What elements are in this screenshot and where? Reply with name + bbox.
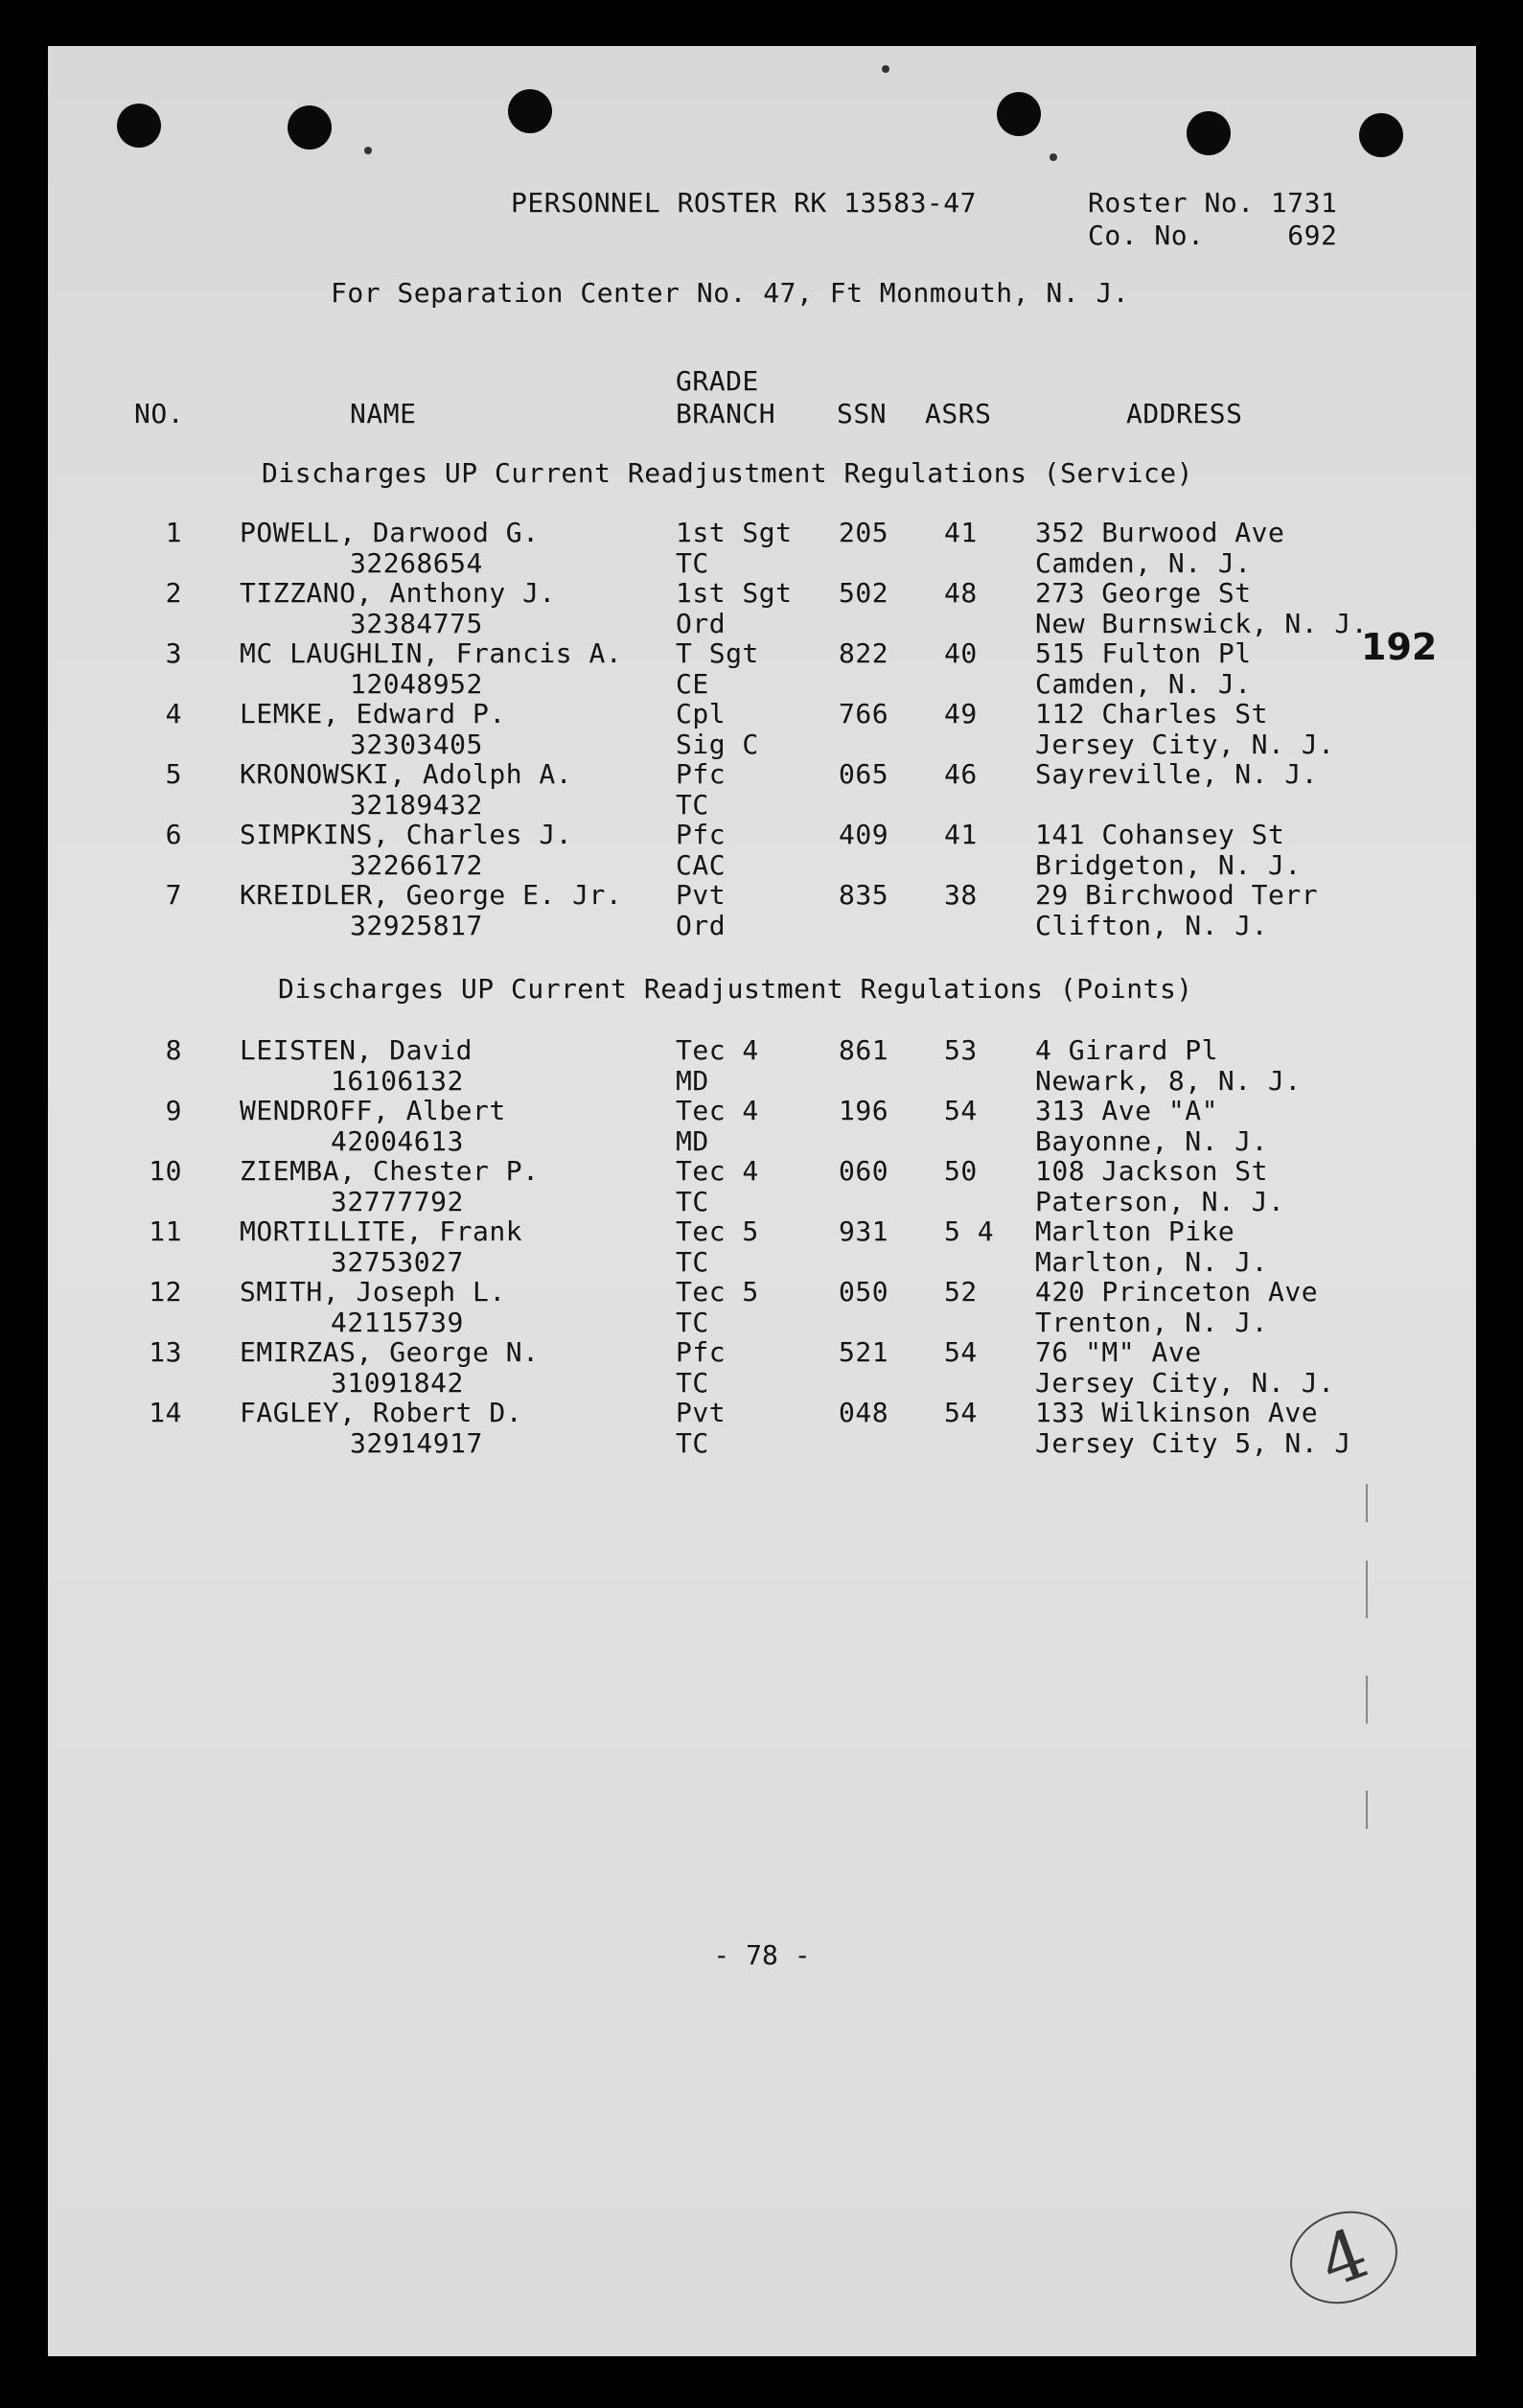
document-page [48, 46, 1476, 2356]
row-branch: MD [676, 1125, 709, 1157]
row-ssn: 931 [839, 1216, 889, 1247]
row-name: MORTILLITE, Frank [240, 1216, 523, 1247]
company-number: Co. No. 692 [1088, 220, 1338, 251]
row-asrs: 40 [944, 637, 978, 669]
row-branch: TC [676, 547, 709, 579]
row-branch: TC [676, 789, 709, 821]
row-ssn: 822 [839, 637, 889, 669]
row-name: FAGLEY, Robert D. [240, 1397, 523, 1428]
row-asrs: 53 [944, 1034, 978, 1066]
row-serial: 32777792 [331, 1186, 464, 1217]
circled-handwritten-number: 4 [1277, 2196, 1410, 2318]
row-address-line2: Clifton, N. J. [1035, 910, 1269, 941]
punch-hole [1187, 111, 1231, 155]
row-asrs: 54 [944, 1095, 978, 1126]
row-number: 11 [149, 1216, 182, 1247]
row-serial: 32914917 [350, 1427, 483, 1459]
row-ssn: 521 [839, 1336, 889, 1368]
col-header-address: ADDRESS [1126, 398, 1243, 429]
row-grade: Pfc [676, 758, 727, 790]
row-asrs: 50 [944, 1155, 978, 1187]
row-ssn: 766 [839, 698, 889, 729]
row-branch: TC [676, 1307, 709, 1338]
row-grade: Cpl [676, 698, 727, 729]
margin-mark [1366, 1484, 1368, 1522]
row-branch: CE [676, 668, 709, 700]
row-name: SIMPKINS, Charles J. [240, 819, 573, 850]
row-address-line2: Newark, 8, N. J. [1035, 1065, 1302, 1097]
row-ssn: 060 [839, 1155, 889, 1187]
row-name: WENDROFF, Albert [240, 1095, 506, 1126]
row-address-line2: Bayonne, N. J. [1035, 1125, 1269, 1157]
row-ssn: 502 [839, 577, 889, 609]
subtitle: For Separation Center No. 47, Ft Monmouth, N. J. [331, 277, 1130, 309]
row-serial: 32268654 [350, 547, 483, 579]
row-asrs: 48 [944, 577, 978, 609]
row-number: 2 [165, 577, 182, 609]
row-number: 5 [165, 758, 182, 790]
row-grade: Tec 4 [676, 1155, 759, 1187]
row-grade: Pvt [676, 1397, 727, 1428]
row-address-line1: 515 Fulton Pl [1035, 637, 1252, 669]
row-grade: Pfc [676, 1336, 727, 1368]
row-grade: Tec 5 [676, 1276, 759, 1308]
row-number: 6 [165, 819, 182, 850]
speck [364, 147, 372, 154]
row-grade: Tec 4 [676, 1095, 759, 1126]
speck [1050, 153, 1057, 161]
row-branch: TC [676, 1367, 709, 1399]
row-address-line1: 108 Jackson St [1035, 1155, 1269, 1187]
row-serial: 32925817 [350, 910, 483, 941]
row-address-line1: 141 Cohansey St [1035, 819, 1285, 850]
row-number: 3 [165, 637, 182, 669]
row-grade: Tec 5 [676, 1216, 759, 1247]
row-address-line1: 133 Wilkinson Ave [1035, 1397, 1319, 1428]
row-grade: 1st Sgt [676, 517, 793, 548]
row-address-line1: 76 "M" Ave [1035, 1336, 1202, 1368]
row-address-line2: Camden, N. J. [1035, 668, 1252, 700]
row-asrs: 46 [944, 758, 978, 790]
row-name: MC LAUGHLIN, Francis A. [240, 637, 623, 669]
row-grade: T Sgt [676, 637, 759, 669]
row-branch: Ord [676, 910, 727, 941]
row-number: 10 [149, 1155, 182, 1187]
row-ssn: 048 [839, 1397, 889, 1428]
margin-mark [1366, 1791, 1368, 1829]
row-branch: Ord [676, 608, 727, 639]
row-serial: 12048952 [350, 668, 483, 700]
row-serial: 42004613 [331, 1125, 464, 1157]
row-name: KRONOWSKI, Adolph A. [240, 758, 573, 790]
page-number: - 78 - [713, 1939, 811, 1971]
col-header-grade: GRADE [676, 365, 759, 397]
col-header-name: NAME [350, 398, 417, 429]
row-address-line2: New Burnswick, N. J. [1035, 608, 1369, 639]
row-number: 8 [165, 1034, 182, 1066]
row-asrs: 38 [944, 879, 978, 911]
row-name: EMIRZAS, George N. [240, 1336, 540, 1368]
row-grade: 1st Sgt [676, 577, 793, 609]
row-ssn: 409 [839, 819, 889, 850]
roster-title: PERSONNEL ROSTER RK 13583-47 [511, 187, 978, 219]
row-asrs: 52 [944, 1276, 978, 1308]
row-address-line2: Jersey City 5, N. J [1035, 1427, 1351, 1459]
row-serial: 31091842 [331, 1367, 464, 1399]
row-number: 9 [165, 1095, 182, 1126]
row-ssn: 835 [839, 879, 889, 911]
row-branch: TC [676, 1186, 709, 1217]
row-grade: Pvt [676, 879, 727, 911]
row-address-line1: 4 Girard Pl [1035, 1034, 1218, 1066]
row-asrs: 49 [944, 698, 978, 729]
row-address-line2: Jersey City, N. J. [1035, 729, 1335, 760]
row-name: LEMKE, Edward P. [240, 698, 506, 729]
punch-hole [997, 92, 1041, 136]
row-address-line2: Paterson, N. J. [1035, 1186, 1285, 1217]
row-branch: MD [676, 1065, 709, 1097]
row-name: SMITH, Joseph L. [240, 1276, 506, 1308]
row-asrs: 5 4 [944, 1216, 995, 1247]
row-serial: 32189432 [350, 789, 483, 821]
row-address-line1: 352 Burwood Ave [1035, 517, 1285, 548]
row-ssn: 205 [839, 517, 889, 548]
col-header-branch: BRANCH [676, 398, 776, 429]
row-address-line1: 112 Charles St [1035, 698, 1269, 729]
section-title-points: Discharges UP Current Readjustment Regulations (Points) [278, 973, 1193, 1005]
row-branch: TC [676, 1427, 709, 1459]
row-serial: 32753027 [331, 1246, 464, 1278]
margin-mark [1366, 1676, 1368, 1724]
row-serial: 42115739 [331, 1307, 464, 1338]
row-address-line2: Trenton, N. J. [1035, 1307, 1269, 1338]
row-name: ZIEMBA, Chester P. [240, 1155, 540, 1187]
row-address-line2: Marlton, N. J. [1035, 1246, 1269, 1278]
col-header-asrs: ASRS [925, 398, 992, 429]
row-branch: TC [676, 1246, 709, 1278]
col-header-ssn: SSN [837, 398, 888, 429]
row-serial: 32303405 [350, 729, 483, 760]
punch-hole [1359, 113, 1403, 157]
row-grade: Pfc [676, 819, 727, 850]
row-ssn: 050 [839, 1276, 889, 1308]
row-number: 4 [165, 698, 182, 729]
row-name: TIZZANO, Anthony J. [240, 577, 556, 609]
row-serial: 16106132 [331, 1065, 464, 1097]
row-address-line2: Camden, N. J. [1035, 547, 1252, 579]
row-grade: Tec 4 [676, 1034, 759, 1066]
row-address-line2: Bridgeton, N. J. [1035, 849, 1302, 881]
row-asrs: 54 [944, 1336, 978, 1368]
row-branch: CAC [676, 849, 727, 881]
row-ssn: 065 [839, 758, 889, 790]
row-asrs: 41 [944, 819, 978, 850]
margin-mark [1366, 1561, 1368, 1618]
row-branch: Sig C [676, 729, 759, 760]
punch-hole [117, 104, 161, 148]
row-number: 1 [165, 517, 182, 548]
row-asrs: 54 [944, 1397, 978, 1428]
row-number: 12 [149, 1276, 182, 1308]
row-ssn: 861 [839, 1034, 889, 1066]
speck [882, 65, 889, 73]
row-address-line1: 273 George St [1035, 577, 1252, 609]
punch-hole [508, 89, 552, 133]
row-address-line1: Sayreville, N. J. [1035, 758, 1319, 790]
row-number: 7 [165, 879, 182, 911]
row-serial: 32384775 [350, 608, 483, 639]
row-address-line1: 29 Birchwood Terr [1035, 879, 1319, 911]
col-header-no: NO. [134, 398, 185, 429]
row-name: POWELL, Darwood G. [240, 517, 540, 548]
row-ssn: 196 [839, 1095, 889, 1126]
row-number: 14 [149, 1397, 182, 1428]
row-name: KREIDLER, George E. Jr. [240, 879, 623, 911]
row-number: 13 [149, 1336, 182, 1368]
row-serial: 32266172 [350, 849, 483, 881]
margin-stamp-number: 192 [1361, 626, 1438, 668]
row-address-line2: Jersey City, N. J. [1035, 1367, 1335, 1399]
row-asrs: 41 [944, 517, 978, 548]
section-title-service: Discharges UP Current Readjustment Regulations (Service) [262, 457, 1194, 489]
punch-hole [288, 105, 332, 150]
row-address-line1: Marlton Pike [1035, 1216, 1235, 1247]
roster-number: Roster No. 1731 [1088, 187, 1338, 219]
row-address-line1: 420 Princeton Ave [1035, 1276, 1319, 1308]
row-address-line1: 313 Ave "A" [1035, 1095, 1218, 1126]
row-name: LEISTEN, David [240, 1034, 473, 1066]
